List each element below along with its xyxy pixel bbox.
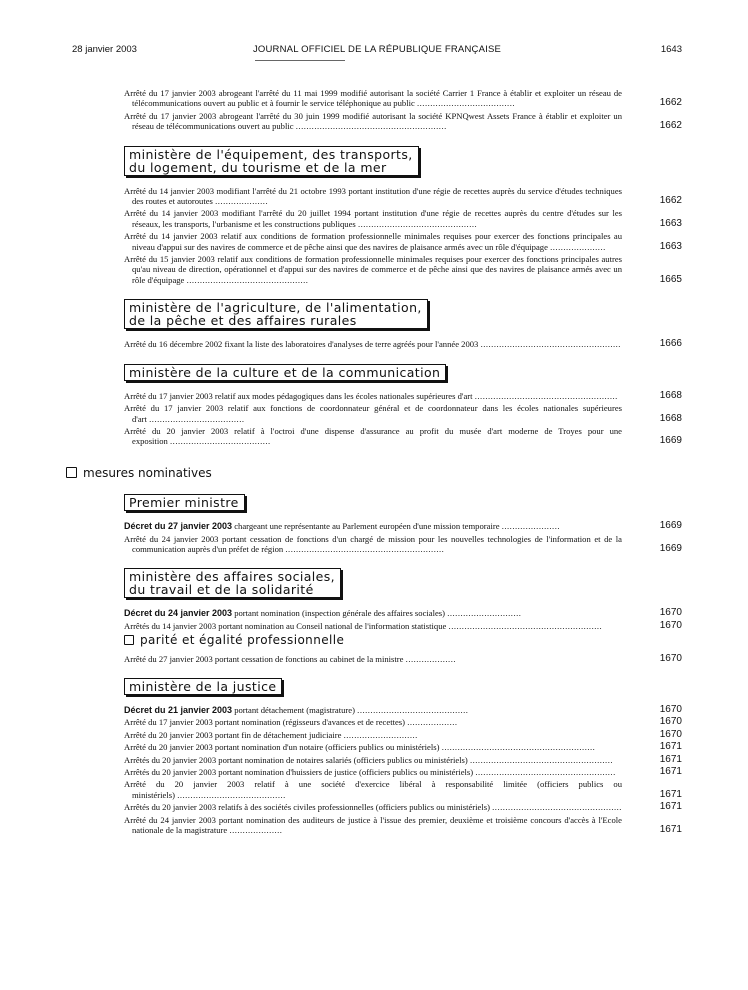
entry-text: Arrêté du 20 janvier 2003 relatif à l'octroi d'une dispense d'assurance au profit du musée d'art moderne de Troyes pour une exposition: [124, 425, 622, 447]
entry-text: Arrêté du 24 janvier 2003 portant nomination des auditeurs de justice à l'issue des premier, deuxième et troisième concours d'accès à l'Ecole nationale de la magistrature: [124, 814, 622, 836]
entry-page-number: 1670: [659, 619, 682, 631]
entry-page-number: 1671: [659, 801, 682, 813]
entry-text: Arrêté du 17 janvier 2003 relatif aux fonctions de coordonnateur général et de coordonnateur dans les écoles nationales supérieures d'art: [124, 403, 622, 424]
entry-page-number: 1662: [659, 97, 682, 109]
leader-dots: .........................................................: [293, 121, 447, 132]
entry-page-number: 1668: [659, 412, 682, 424]
heading-line: ministère des affaires sociales,: [129, 569, 336, 585]
entry-page-number: 1671: [659, 788, 682, 800]
leader-dots: ......................................: [167, 436, 271, 447]
subsection-parite: [124, 633, 682, 648]
entry-text: Arrêté du 14 janvier 2003 modifiant l'arrêté du 20 juillet 1994 portant institution d'une régie de recettes auprès du centre d'études sur les réseaux, les transports, l'urbanisme et les constructions publiques: [124, 208, 622, 229]
entry-text: Arrêté du 20 janvier 2003 portant fin de détachement judiciaire: [124, 729, 342, 740]
header-date: 28 janvier 2003: [72, 44, 137, 55]
heading-equipement: [124, 146, 419, 176]
entry-page-number: 1669: [659, 520, 682, 532]
entry-text: Arrêté du 15 janvier 2003 relatif aux conditions de formation professionnelle minimales requises pour exercer des fonctions principales autres qu'au niveau de direction, opérationnel et d'appui sur des navires de commerce et de pêche ainsi que des navires de plaisance armés avec un rôle d'équipage: [124, 254, 622, 285]
page-header: [72, 44, 682, 58]
entry-text: Arrêtés du 20 janvier 2003 portant nomination de notaires salariés (officiers publics ou ministériels): [124, 754, 468, 765]
entry-page-number: 1671: [659, 753, 682, 765]
block-telecom: [72, 88, 682, 132]
entry-page-number: 1670: [659, 716, 682, 728]
heading-line: ministère de la culture et de la communication: [129, 364, 441, 380]
block-culture: [72, 391, 682, 447]
leader-dots: ............................................................: [283, 543, 445, 554]
heading-line: ministère de l'équipement, des transports,: [129, 146, 413, 162]
leader-dots: .............................................: [355, 218, 478, 229]
entry-page-number: 1662: [659, 195, 682, 207]
toc-entry[interactable]: [124, 755, 682, 765]
entry-page-number: 1671: [659, 824, 682, 836]
section-title: mesures nominatives: [83, 465, 212, 480]
toc-entry[interactable]: [124, 802, 682, 812]
toc-entry[interactable]: [124, 705, 682, 715]
leader-dots: ....................: [212, 196, 269, 207]
toc-entry[interactable]: [124, 534, 682, 555]
entry-text: Arrêtés du 14 janvier 2003 portant nomination au Conseil national de l'information statistique: [124, 620, 447, 631]
leader-dots: .................................................: [489, 802, 622, 813]
heading-line: du logement, du tourisme et de la mer: [129, 159, 387, 175]
entry-page-number: 1666: [659, 338, 682, 350]
entry-page-number: 1670: [659, 607, 682, 619]
toc-entry[interactable]: [124, 231, 682, 252]
entry-page-number: 1669: [659, 435, 682, 447]
heading-agriculture: [124, 299, 428, 329]
toc-entry[interactable]: [124, 403, 682, 424]
entry-page-number: 1665: [659, 273, 682, 285]
toc-entry[interactable]: [124, 608, 682, 618]
leader-dots: ..............................................: [184, 274, 309, 285]
leader-dots: .....................................: [414, 98, 515, 109]
entry-page-number: 1670: [659, 703, 682, 715]
header-page-number: 1643: [660, 44, 682, 55]
block-agriculture: [72, 339, 682, 349]
heading-line: ministère de la justice: [129, 678, 277, 694]
toc-entry[interactable]: [124, 742, 682, 752]
toc-entry[interactable]: [124, 391, 682, 401]
block-premier-ministre: [72, 521, 682, 554]
heading-line: ministère de l'agriculture, de l'alimentation,: [129, 300, 422, 316]
toc-entry[interactable]: [124, 339, 682, 349]
summary-content: [72, 88, 682, 837]
heading-line: Premier ministre: [129, 495, 239, 511]
entry-page-number: 1671: [659, 766, 682, 777]
entry-lead: Décret du 21 janvier 2003: [124, 704, 233, 715]
entry-page-number: 1670: [659, 728, 682, 740]
leader-dots: ..........................................................: [439, 742, 596, 753]
heading-line: de la pêche et des affaires rurales: [129, 313, 357, 329]
header-rule: [255, 60, 345, 61]
toc-entry[interactable]: [124, 779, 682, 800]
entry-page-number: 1662: [659, 120, 682, 132]
entry-text: Arrêté du 20 janvier 2003 relatif à une société d'exercice libéral à responsabilité limitée (officiers publics ou ministériels): [124, 779, 622, 800]
entry-text: Arrêté du 17 janvier 2003 abrogeant l'arrêté du 30 juin 1999 modifié autorisant la société KPNQwest Assets France à établir et exploiter un réseau de télécommunications ouvert au public: [124, 110, 622, 132]
entry-lead: Décret du 24 janvier 2003: [124, 608, 233, 619]
entry-text: Arrêté du 17 janvier 2003 portant nomination (régisseurs d'avances et de recettes): [124, 717, 405, 728]
section-mesures-nominatives: [66, 467, 682, 478]
entry-text: Arrêté du 17 janvier 2003 abrogeant l'arrêté du 11 mai 1999 modifié autorisant la société Carrier 1 France à établir et exploiter un réseau de télécommunications ouvert au public et à fournir le service téléphonique au public: [124, 88, 622, 109]
entry-page-number: 1670: [659, 652, 682, 664]
entry-text: Arrêté du 27 janvier 2003 portant cessation de fonctions au cabinet de la ministre: [124, 653, 404, 664]
block-affaires-sociales: [72, 608, 682, 631]
toc-entry[interactable]: [124, 186, 682, 207]
entry-text: Arrêté du 14 janvier 2003 modifiant l'arrêté du 21 octobre 1993 portant institution d'une régie de recettes auprès du service d'études techniques des routes et autoroutes: [124, 185, 622, 207]
leader-dots: ......................................................: [472, 390, 618, 401]
leader-dots: ...................: [404, 717, 458, 728]
leader-dots: ...................: [403, 653, 456, 664]
entry-text: Arrêté du 20 janvier 2003 portant nomination d'un notaire (officiers publics ou ministériels): [124, 742, 440, 753]
entry-text: chargeant une représentante au Parlement européen d'une mission temporaire: [232, 521, 500, 532]
leader-dots: ............................: [341, 729, 418, 740]
entry-page-number: 1668: [659, 389, 682, 401]
leader-dots: ..........................................: [354, 704, 469, 715]
toc-entry[interactable]: [124, 521, 682, 531]
heading-affaires-sociales: [124, 568, 341, 598]
leader-dots: ....................................: [146, 413, 245, 424]
leader-dots: .....................................................: [478, 339, 621, 350]
leader-dots: ......................................................: [467, 754, 613, 765]
entry-page-number: 1671: [659, 741, 682, 753]
toc-entry[interactable]: [124, 767, 682, 777]
entry-text: Arrêté du 17 janvier 2003 relatif aux modes pédagogiques dans les écoles nationales supérieures d'art: [124, 390, 473, 401]
heading-culture: [124, 364, 446, 381]
header-title: JOURNAL OFFICIEL DE LA RÉPUBLIQUE FRANÇAISE: [252, 44, 502, 55]
entry-text: portant nomination (inspection générale des affaires sociales): [232, 608, 446, 619]
leader-dots: .....................................................: [473, 767, 616, 777]
entry-text: portant détachement (magistrature): [232, 704, 355, 715]
heading-premier-ministre: [124, 494, 245, 511]
toc-entry[interactable]: [124, 730, 682, 740]
toc-entry[interactable]: [124, 717, 682, 727]
toc-entry[interactable]: [124, 654, 682, 664]
entry-page-number: 1663: [659, 217, 682, 229]
entry-text: Arrêté du 14 janvier 2003 relatif aux conditions de formation professionnelle minimales requises pour exercer des fonctions principales au niveau d'appui sur des navires de commerce et de pêche ainsi que des navires de plaisance armés avec un rôle d'équipage: [124, 231, 622, 252]
toc-entry[interactable]: [124, 621, 682, 631]
toc-entry[interactable]: [124, 426, 682, 447]
heading-justice: [124, 678, 282, 695]
entry-text: Arrêté du 24 janvier 2003 portant cessation de fonctions d'un chargé de mission pour les nouvelles technologies de l'information et de la communication auprès d'un préfet de région: [124, 533, 622, 554]
entry-text: Arrêté du 16 décembre 2002 fixant la liste des laboratoires d'analyses de terre agréés pour l'année 2003: [124, 339, 479, 350]
checkbox-square-icon: [66, 467, 77, 478]
entry-lead: Décret du 27 janvier 2003: [124, 521, 233, 532]
toc-entry[interactable]: [124, 254, 682, 285]
block-parite: [72, 654, 682, 664]
entry-text: Arrêtés du 20 janvier 2003 relatifs à des sociétés civiles professionnelles (officiers publics ou ministériels): [124, 802, 490, 813]
toc-entry[interactable]: [124, 88, 682, 109]
entry-page-number: 1669: [659, 542, 682, 554]
leader-dots: ......................: [499, 521, 561, 532]
toc-entry[interactable]: [124, 815, 682, 836]
leader-dots: ....................: [227, 825, 283, 836]
entry-page-number: 1663: [659, 240, 682, 252]
entry-text: Arrêtés du 20 janvier 2003 portant nomination d'huissiers de justice (officiers publics ou ministériels): [124, 767, 474, 777]
leader-dots: ..........................................................: [446, 620, 603, 631]
heading-line: du travail et de la solidarité: [129, 582, 314, 598]
subsection-title: parité et égalité professionnelle: [140, 633, 345, 648]
leader-dots: ............................: [445, 608, 522, 619]
leader-dots: .....................: [547, 241, 606, 252]
block-justice: [72, 705, 682, 835]
checkbox-square-icon: [124, 635, 134, 645]
block-equipement: [72, 186, 682, 286]
toc-entry[interactable]: [124, 208, 682, 229]
leader-dots: .........................................: [174, 789, 286, 800]
toc-entry[interactable]: [124, 111, 682, 132]
